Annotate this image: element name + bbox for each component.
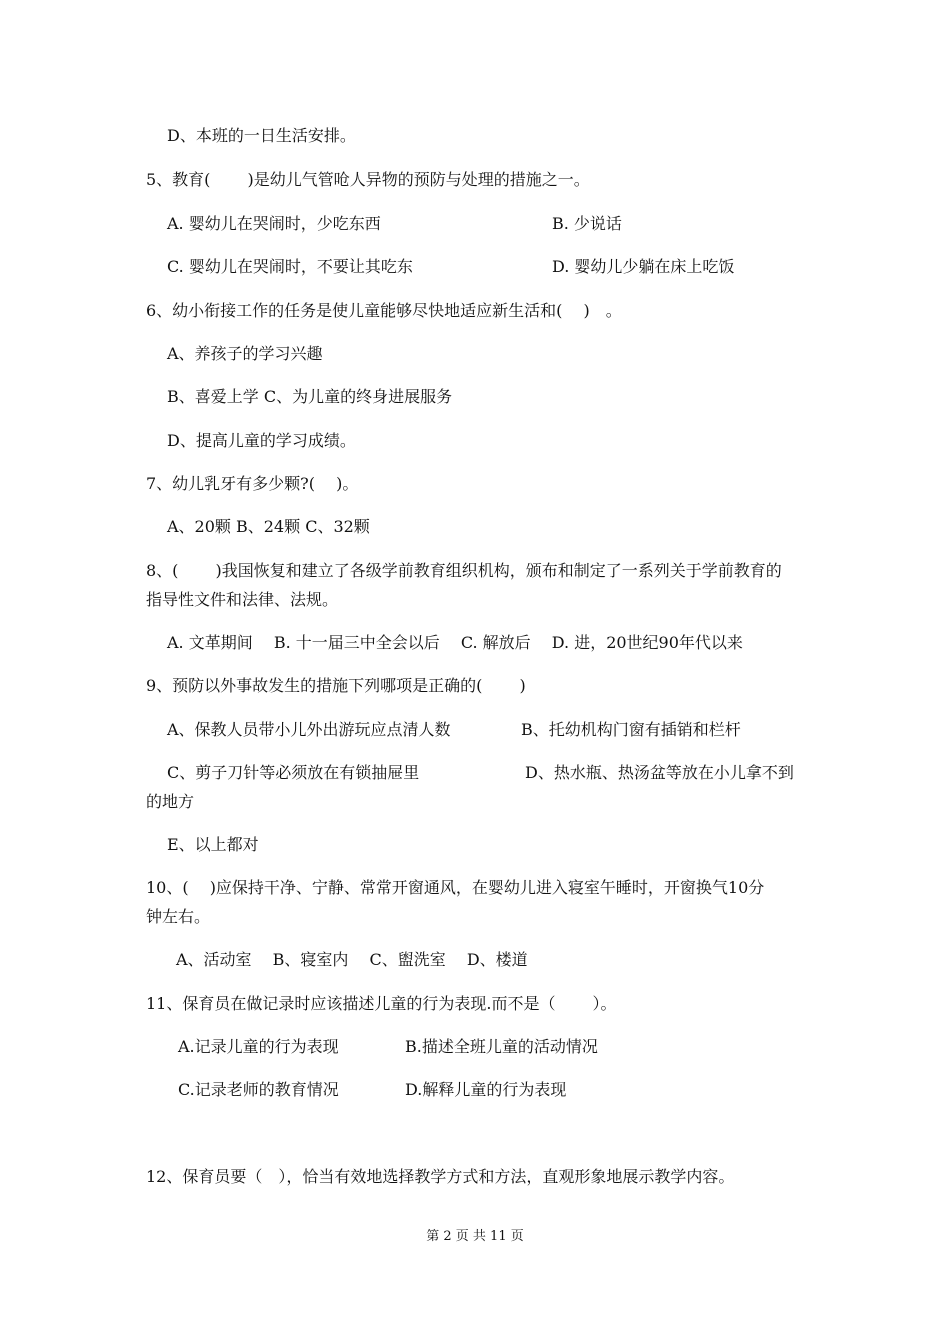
q11-option-b: B.描述全班儿童的活动情况 [405,1037,598,1056]
question-6: 6、幼小衔接工作的任务是使儿童能够尽快地适应新生活和( ) 。 [146,301,622,320]
q9-option-d-line-2: 的地方 [146,792,195,811]
question-5: 5、教育( )是幼儿气管呛人异物的预防与处理的措施之一。 [146,170,590,189]
q11-option-d: D.解释儿童的行为表现 [405,1080,567,1099]
q4-option-d: D、本班的一日生活安排。 [167,126,356,145]
question-7: 7、幼儿乳牙有多少颗?( )。 [146,474,359,493]
q7-options: A、20颗 B、24颗 C、32颗 [167,517,370,536]
q10-options: A、活动室 B、寝室内 C、盥洗室 D、楼道 [176,950,528,969]
page-footer: 第 2 页 共 11 页 [426,1229,524,1244]
question-10-line-1: 10、( )应保持干净、宁静、常常开窗通风，在婴幼儿进入寝室午睡时，开窗换气10分 [146,878,765,897]
question-11: 11、保育员在做记录时应该描述儿童的行为表现.而不是（ ）。 [146,994,617,1013]
question-9: 9、预防以外事故发生的措施下列哪项是正确的( ) [146,676,526,695]
q9-option-c: C、剪子刀针等必须放在有锁抽屉里 [167,763,420,782]
question-10-line-2: 钟左右。 [146,907,211,926]
question-8-line-2: 指导性文件和法律、法规。 [146,590,339,609]
q6-option-bc: B、喜爱上学 C、为儿童的终身进展服务 [167,387,453,406]
q9-option-b: B、托幼机构门窗有插销和栏杆 [521,720,741,739]
q9-option-d-line-1: D、热水瓶、热汤盆等放在小儿拿不到 [525,763,794,782]
question-12: 12、保育员要（ ），恰当有效地选择教学方式和方法，直观形象地展示教学内容。 [146,1167,735,1186]
q11-option-a: A.记录儿童的行为表现 [178,1037,339,1056]
q8-options: A. 文革期间 B. 十一届三中全会以后 C. 解放后 D. 进，20世纪90年代以来 [167,633,743,652]
q5-option-b: B. 少说话 [552,214,622,233]
q5-option-d: D. 婴幼儿少躺在床上吃饭 [552,257,735,276]
q6-option-d: D、提高儿童的学习成绩。 [167,431,356,450]
q9-option-e: E、以上都对 [167,835,259,854]
q6-option-a: A、养孩子的学习兴趣 [167,344,323,363]
q9-option-a: A、保教人员带小儿外出游玩应点清人数 [167,720,451,739]
q5-option-c: C. 婴幼儿在哭闹时，不要让其吃东 [167,257,413,276]
q11-option-c: C.记录老师的教育情况 [178,1080,339,1099]
question-8-line-1: 8、( )我国恢复和建立了各级学前教育组织机构，颁布和制定了一系列关于学前教育的 [146,561,782,580]
q5-option-a: A. 婴幼儿在哭闹时，少吃东西 [167,214,381,233]
